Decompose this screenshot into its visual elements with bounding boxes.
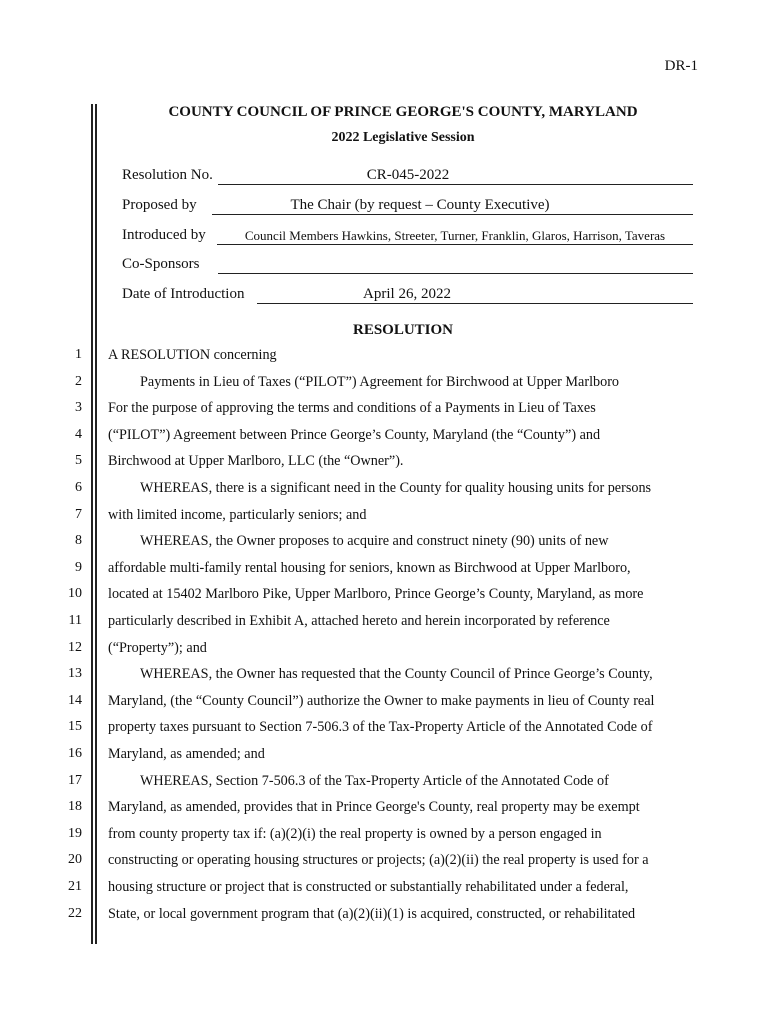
line-row <box>0 427 770 453</box>
line-number: 9 <box>75 559 82 575</box>
line-text: A RESOLUTION concerning <box>108 347 277 363</box>
line-text: (“PILOT”) Agreement between Prince George’s County, Maryland (the “County”) and <box>108 426 601 443</box>
line-row <box>0 347 770 373</box>
line-row <box>0 879 770 905</box>
resolution-no-label: Resolution No. <box>122 167 213 183</box>
line-row <box>0 719 770 745</box>
line-row <box>0 507 770 533</box>
proposed-by-value: The Chair (by request – County Executive) <box>290 197 550 213</box>
date-label: Date of Introduction <box>122 286 245 302</box>
line-text: WHEREAS, the Owner proposes to acquire and construct ninety (90) units of new <box>140 533 609 550</box>
line-text: For the purpose of approving the terms and conditions of a Payments in Lieu of Taxes <box>108 400 596 417</box>
line-text: WHEREAS, the Owner has requested that the County Council of Prince George’s County, <box>140 666 653 683</box>
resolution-heading: RESOLUTION <box>352 322 454 338</box>
proposed-by-underline <box>212 214 693 215</box>
cosponsors-underline <box>218 273 693 274</box>
line-row <box>0 586 770 612</box>
line-number: 19 <box>68 825 82 841</box>
line-text: Maryland, as amended, provides that in Prince George's County, real property may be exempt <box>108 799 640 816</box>
line-number: 22 <box>68 905 82 921</box>
line-row <box>0 693 770 719</box>
line-number: 5 <box>75 453 82 469</box>
line-row <box>0 746 770 772</box>
line-text: (“Property”); and <box>108 639 207 656</box>
proposed-by-label: Proposed by <box>122 197 197 213</box>
introduced-by-label: Introduced by <box>122 227 206 243</box>
council-title: COUNTY COUNCIL OF PRINCE GEORGE'S COUNTY, MARYLAND <box>168 104 638 120</box>
line-text: Maryland, as amended; and <box>108 746 265 762</box>
cosponsors-label: Co-Sponsors <box>122 256 200 272</box>
line-text: particularly described in Exhibit A, attached hereto and herein incorporated by reference <box>108 613 610 629</box>
line-number: 12 <box>68 639 82 655</box>
line-row <box>0 852 770 878</box>
line-row <box>0 560 770 586</box>
line-text: WHEREAS, Section 7-506.3 of the Tax-Property Article of the Annotated Code of <box>140 772 609 789</box>
line-text: affordable multi-family rental housing for seniors, known as Birchwood at Upper Marlboro, <box>108 559 631 576</box>
line-number: 1 <box>75 347 82 362</box>
line-text: from county property tax if: (a)(2)(i) the real property is owned by a person engaged in <box>108 825 602 842</box>
line-text: housing structure or project that is constructed or substantially rehabilitated under a federal, <box>108 879 629 895</box>
line-number: 16 <box>68 746 82 761</box>
line-number: 4 <box>75 426 82 442</box>
line-number: 18 <box>68 799 82 815</box>
line-text: property taxes pursuant to Section 7-506.3 of the Tax-Property Article of the Annotated Code of <box>108 719 653 736</box>
line-number: 11 <box>68 613 82 628</box>
line-row <box>0 666 770 692</box>
line-row <box>0 613 770 639</box>
line-number: 8 <box>75 533 82 549</box>
line-text: Maryland, (the “County Council”) authorize the Owner to make payments in lieu of County real <box>108 692 655 709</box>
line-text: State, or local government program that (a)(2)(ii)(1) is acquired, constructed, or rehabilitated <box>108 905 636 922</box>
line-row <box>0 480 770 506</box>
line-number: 14 <box>68 692 82 708</box>
line-number: 7 <box>75 506 82 522</box>
date-value: April 26, 2022 <box>363 286 451 302</box>
line-text: Payments in Lieu of Taxes (“PILOT”) Agreement for Birchwood at Upper Marlboro <box>140 373 620 390</box>
line-number: 3 <box>75 400 82 416</box>
line-text: with limited income, particularly seniors; and <box>108 506 367 523</box>
document-id: DR-1 <box>664 58 698 74</box>
line-number: 13 <box>68 666 82 682</box>
line-row <box>0 453 770 479</box>
introduced-by-underline <box>217 244 693 245</box>
line-row <box>0 826 770 852</box>
line-text: WHEREAS, there is a significant need in the County for quality housing units for persons <box>140 480 652 496</box>
introduced-by-value: Council Members Hawkins, Streeter, Turner, Franklin, Glaros, Harrison, Taveras <box>244 228 666 243</box>
line-number: 2 <box>75 373 82 389</box>
line-row <box>0 906 770 932</box>
line-number: 17 <box>68 772 82 788</box>
line-row <box>0 640 770 666</box>
line-row <box>0 400 770 426</box>
session-title: 2022 Legislative Session <box>331 130 475 145</box>
line-row <box>0 773 770 799</box>
line-text: located at 15402 Marlboro Pike, Upper Marlboro, Prince George’s County, Maryland, as more <box>108 586 644 603</box>
resolution-no-underline <box>218 184 693 185</box>
line-row <box>0 374 770 400</box>
line-number: 10 <box>68 586 82 602</box>
line-number: 21 <box>68 879 82 894</box>
line-text: constructing or operating housing structures or projects; (a)(2)(ii) the real property is used for a <box>108 852 649 869</box>
line-number: 15 <box>68 719 82 735</box>
line-row <box>0 533 770 559</box>
line-text: Birchwood at Upper Marlboro, LLC (the “Owner”). <box>108 453 404 470</box>
line-number: 20 <box>68 852 82 868</box>
resolution-no-value: CR-045-2022 <box>366 167 450 183</box>
line-number: 6 <box>75 480 82 495</box>
date-underline <box>257 303 693 304</box>
line-row <box>0 799 770 825</box>
